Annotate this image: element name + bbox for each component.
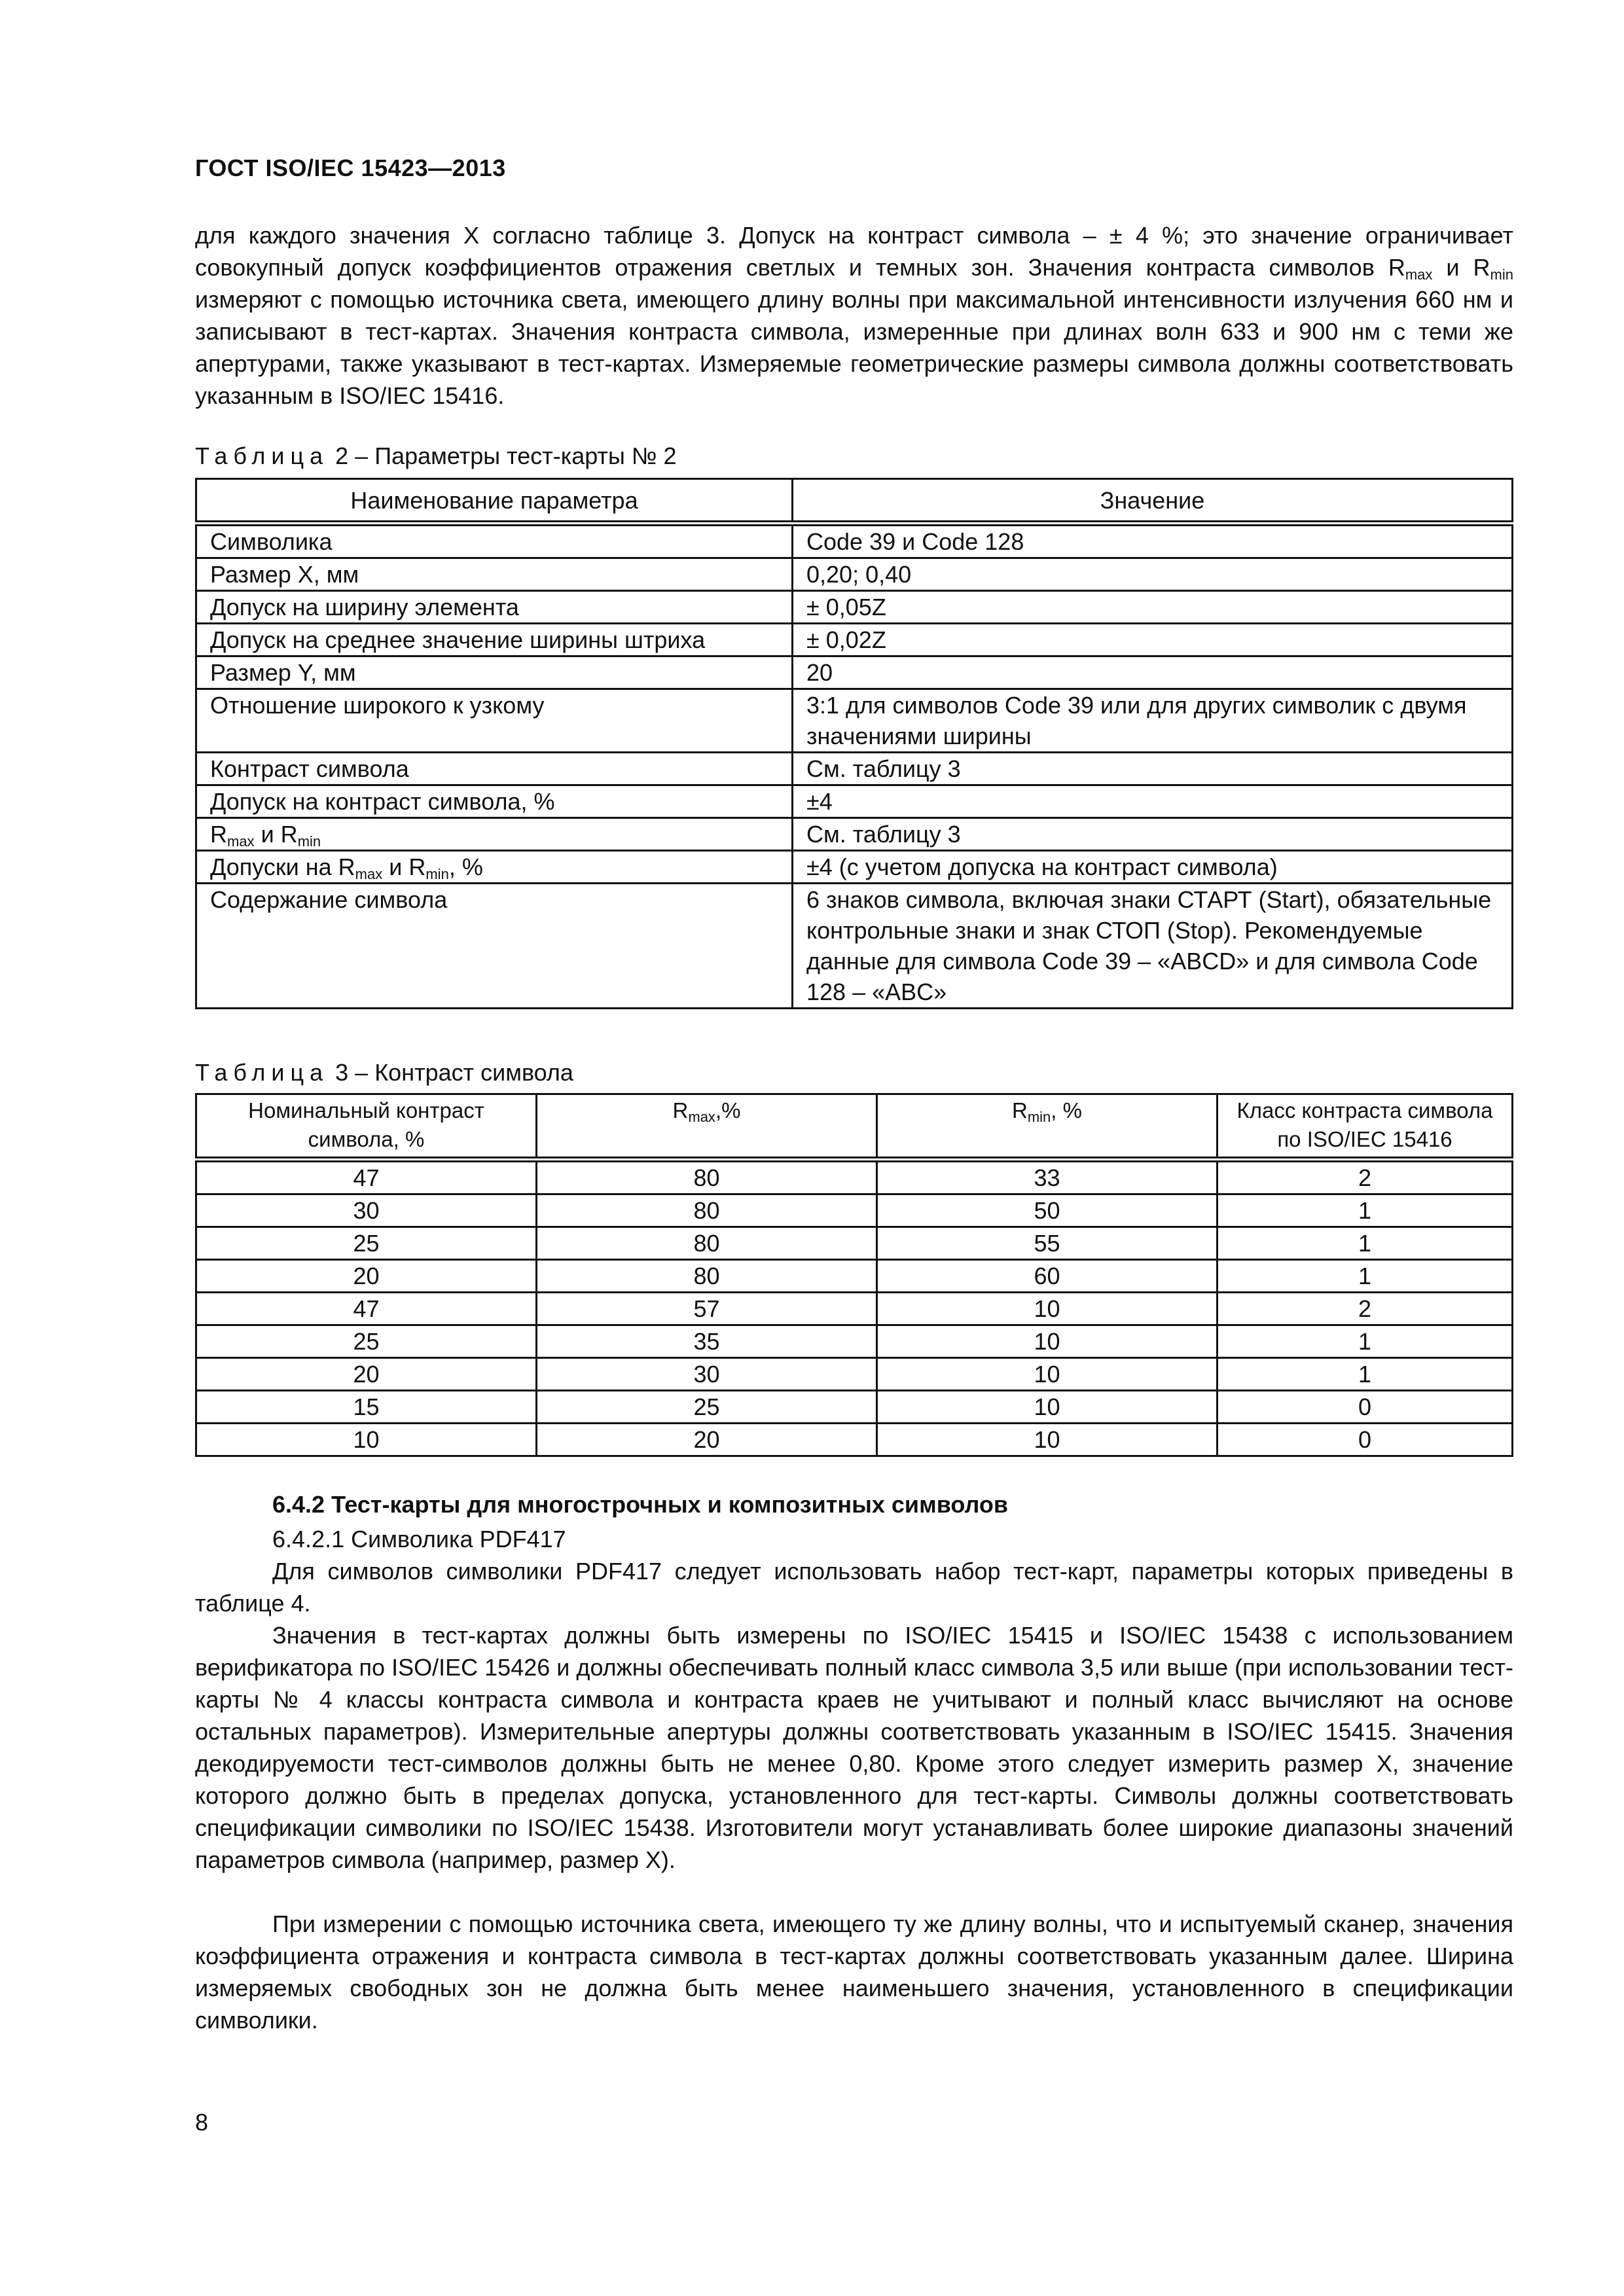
subscript-min: min: [1027, 1109, 1051, 1125]
table-cell: 80: [537, 1227, 877, 1260]
table3-header-rmax: [537, 1094, 877, 1160]
param-name: Содержание символа: [196, 884, 793, 1009]
table-row: [196, 1391, 1513, 1424]
param-name-part: R: [210, 821, 227, 848]
subscript-max: max: [1405, 266, 1433, 283]
table3-caption: [195, 1056, 573, 1088]
table-cell: 2: [1218, 1160, 1513, 1194]
table-cell: 10: [877, 1325, 1218, 1358]
table2-header-value: Значение: [793, 479, 1513, 524]
table-cell: 57: [537, 1293, 877, 1325]
intro-text-1: для каждого значения X согласно таблице 3. Допуск на контраст символа – ± 4 %; это значение ограничивает совокупный допуск коэффициентов отражения светлых и темных зон. Значения контраста символов R: [195, 222, 1513, 281]
table-cell: 1: [1218, 1227, 1513, 1260]
param-name: Допуск на среднее значение ширины штриха: [196, 624, 793, 656]
table-cell: 1: [1218, 1194, 1513, 1227]
table-row: [196, 1260, 1513, 1293]
table-row: [196, 624, 1513, 656]
table-cell: 55: [877, 1227, 1218, 1260]
param-value: См. таблицу 3: [793, 753, 1513, 785]
table-cell: 60: [877, 1260, 1218, 1293]
page-header-title: ГОСТ ISO/IEC 15423—2013: [195, 154, 506, 181]
param-value: 3:1 для символов Code 39 или для других символик с двумя значениями ширины: [793, 689, 1513, 753]
table-row: [196, 524, 1513, 558]
intro-text-2: и R: [1432, 254, 1490, 281]
section-title: 6.4.2 Тест-карты для многострочных и композитных символов: [272, 1491, 1008, 1518]
param-name: Отношение широкого к узкому: [196, 689, 793, 753]
param-value: ± 0,02Z: [793, 624, 1513, 656]
table-cell: 35: [537, 1325, 877, 1358]
table-row: [196, 1358, 1513, 1391]
param-name: [196, 818, 793, 851]
table-cell: 10: [877, 1424, 1218, 1456]
table-row: [196, 753, 1513, 785]
param-name-part: и R: [382, 853, 426, 880]
table2-header-row: [196, 479, 1513, 524]
param-name-part: , %: [448, 853, 483, 880]
table2-caption-word: Таблица: [195, 442, 329, 469]
table3-header-rmin: [877, 1094, 1218, 1160]
header-part: R: [672, 1098, 689, 1122]
page-number: 8: [195, 2109, 209, 2136]
table-cell: 20: [196, 1260, 537, 1293]
table-row: [196, 656, 1513, 689]
subscript-max: max: [355, 866, 383, 882]
table-cell: 15: [196, 1391, 537, 1424]
header-part: , %: [1051, 1098, 1082, 1122]
table-cell: 80: [537, 1260, 877, 1293]
table-cell: 20: [537, 1424, 877, 1456]
table-cell: 30: [196, 1194, 537, 1227]
subscript-min: min: [297, 833, 321, 850]
param-name: [196, 851, 793, 884]
subscript-max: max: [227, 833, 255, 850]
table-cell: 0: [1218, 1391, 1513, 1424]
table-cell: 33: [877, 1160, 1218, 1194]
table-cell: 1: [1218, 1325, 1513, 1358]
section-paragraph-3: При измерении с помощью источника света, имеющего ту же длину волны, что и испытуемый сканер, значения коэффициента отражения и контраста символа в тест-картах должны соответствовать указанным далее. Ширина измеряемых свободных зон не должна быть менее наименьшего значения, установленного в спецификации символики.: [195, 1910, 1513, 2034]
table-cell: 80: [537, 1194, 877, 1227]
param-value: 6 знаков символа, включая знаки СТАРТ (Start), обязательные контрольные знаки и знак СТОП (Stop). Рекомендуемые данные для символа Code 39 – «ABCD» и для символа Code 128 – «ABC»: [793, 884, 1513, 1009]
param-name: Символика: [196, 524, 793, 558]
table-cell: 30: [537, 1358, 877, 1391]
table-row: [196, 785, 1513, 818]
subscript-min: min: [1490, 266, 1513, 283]
table-row: [196, 1424, 1513, 1456]
table3-header-class: Класс контраста символа по ISO/IEC 15416: [1218, 1094, 1513, 1160]
table-row: [196, 1325, 1513, 1358]
table-row: [196, 1194, 1513, 1227]
param-name: Контраст символа: [196, 753, 793, 785]
param-name: Размер Y, мм: [196, 656, 793, 689]
param-value: ± 0,05Z: [793, 591, 1513, 624]
table-cell: 10: [877, 1293, 1218, 1325]
table2: [195, 478, 1513, 1009]
table-cell: 80: [537, 1160, 877, 1194]
header-part: R: [1012, 1098, 1028, 1122]
param-name: Допуск на ширину элемента: [196, 591, 793, 624]
table-cell: 10: [196, 1424, 537, 1456]
table-cell: 20: [196, 1358, 537, 1391]
param-name: Размер X, мм: [196, 558, 793, 591]
table-row: [196, 1227, 1513, 1260]
param-value: 0,20; 0,40: [793, 558, 1513, 591]
table-cell: 47: [196, 1160, 537, 1194]
table-cell: 50: [877, 1194, 1218, 1227]
table-row: [196, 689, 1513, 753]
param-name-part: Допуски на R: [210, 853, 355, 880]
table-cell: 25: [196, 1325, 537, 1358]
table2-caption: [195, 440, 677, 472]
table-cell: 2: [1218, 1293, 1513, 1325]
table-cell: 10: [877, 1358, 1218, 1391]
param-value: ±4: [793, 785, 1513, 818]
subscript-max: max: [688, 1109, 715, 1125]
section-subtitle: 6.4.2.1 Символика PDF417: [272, 1526, 566, 1552]
table-row: [196, 884, 1513, 1009]
table3-caption-rest: 3 – Контраст символа: [329, 1059, 573, 1086]
table3-header-row: [196, 1094, 1513, 1160]
table2-caption-rest: 2 – Параметры тест-карты № 2: [329, 442, 677, 469]
intro-text-3: измеряют с помощью источника света, имеющего длину волны при максимальной интенсивности излучения 660 нм и записывают в тест-картах. Значения контраста символа, измеренные при длинах волн 633 и 900 нм с теми же апертурами, также указывают в тест-картах. Измеряемые геометрические размеры символа должны соответствовать указанным в ISO/IEC 15416.: [195, 286, 1513, 409]
table-cell: 25: [196, 1227, 537, 1260]
table-row: [196, 558, 1513, 591]
table-cell: 1: [1218, 1260, 1513, 1293]
intro-paragraph: [195, 219, 1513, 412]
table3-header-nominal: Номинальный контраст символа, %: [196, 1094, 537, 1160]
param-name-part: и R: [254, 821, 298, 848]
param-value: 20: [793, 656, 1513, 689]
table2-header-name: Наименование параметра: [196, 479, 793, 524]
table-row: [196, 818, 1513, 851]
table-row: [196, 851, 1513, 884]
table-row: [196, 591, 1513, 624]
table-cell: 47: [196, 1293, 537, 1325]
param-value: ±4 (с учетом допуска на контраст символа): [793, 851, 1513, 884]
table3-caption-word: Таблица: [195, 1059, 329, 1086]
table-row: [196, 1293, 1513, 1325]
table-cell: 0: [1218, 1424, 1513, 1456]
header-part: ,%: [715, 1098, 741, 1122]
table-row: [196, 1160, 1513, 1194]
section-paragraph-1: Для символов символики PDF417 следует использовать набор тест-карт, параметры которых приведены в таблице 4.: [195, 1558, 1513, 1617]
subscript-min: min: [425, 866, 449, 882]
section-paragraph-2: Значения в тест-картах должны быть измерены по ISO/IEC 15415 и ISO/IEC 15438 с использованием верификатора по ISO/IEC 15426 и должны обеспечивать полный класс символа 3,5 или выше (при использовании тест-карты № 4 классы контраста символа и контраста краев не учитывают и полный класс вычисляют на основе остальных параметров). Измерительные апертуры должны соответствовать указанным в ISO/IEC 15415. Значения декодируемости тест-символов должны быть не менее 0,80. Кроме этого следует измерить размер X, значение которого должно быть в пределах допуска, установленного для тест-карты. Символы должны соответствовать спецификации символики по ISO/IEC 15438. Изготовители могут устанавливать более широкие диапазоны значений параметров символа (например, размер X).: [195, 1622, 1513, 1873]
table3: [195, 1093, 1513, 1457]
table-cell: 25: [537, 1391, 877, 1424]
param-value: Code 39 и Code 128: [793, 524, 1513, 558]
table-cell: 1: [1218, 1358, 1513, 1391]
param-value: См. таблицу 3: [793, 818, 1513, 851]
table-cell: 10: [877, 1391, 1218, 1424]
param-name: Допуск на контраст символа, %: [196, 785, 793, 818]
